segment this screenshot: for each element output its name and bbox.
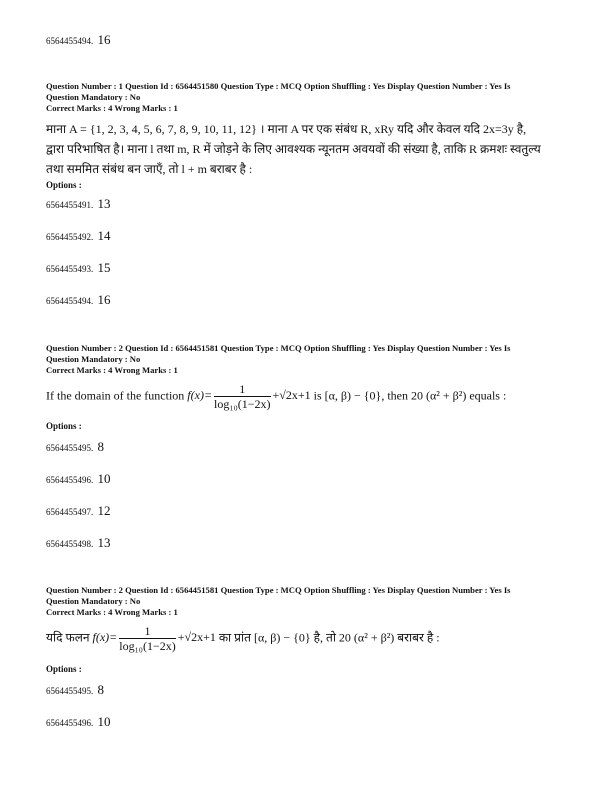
option-value: 10 [97,714,111,729]
question-text-prefix: If the domain of the function [46,388,185,403]
option-item[interactable] [46,471,111,487]
option-item [46,32,111,48]
question-meta-line: Question Number : 2 Question Id : 6564451581 Question Type : MCQ Option Shuffling : Yes Display Question Number : Yes Is [46,585,511,595]
option-value: 13 [97,196,111,211]
option-item[interactable] [46,260,111,276]
question-meta-line: Question Mandatory : No [46,92,141,102]
formula-lhs: f(x)= [92,630,118,645]
option-id: 6564455496. [46,475,94,485]
question-meta [46,81,511,114]
option-value: 16 [97,32,111,47]
math-formula [187,382,313,411]
option-value: 16 [97,292,111,307]
option-value: 8 [97,439,104,454]
option-value: 10 [97,471,111,486]
formula-root: +√2x+1 [272,388,311,403]
marks-line: Correct Marks : 4 Wrong Marks : 1 [46,103,178,113]
question-text [46,624,440,653]
question-text [46,119,541,179]
option-value: 13 [97,535,111,550]
option-item[interactable] [46,535,111,551]
fraction-denominator: log₁₀(1−2x) [214,397,271,411]
question-meta-line: Question Number : 1 Question Id : 6564451580 Question Type : MCQ Option Shuffling : Yes Display Question Number : Yes Is [46,81,511,91]
question-text-line: द्वारा परिभाषित है। माना l तथा m, R में जोड़ने के लिए आवश्यक न्यूनतम अवयवों की संख्या है, ताकि R क्रमशः स्वतुल्य [46,142,541,156]
options-label: Options : [46,421,82,431]
option-item[interactable] [46,228,111,244]
option-id: 6564455491. [46,200,94,210]
fraction-numerator: 1 [214,382,270,397]
options-label: Options : [46,180,82,190]
option-id: 6564455493. [46,264,94,274]
question-meta-line: Question Mandatory : No [46,354,141,364]
option-value: 14 [97,228,111,243]
option-id: 6564455496. [46,718,94,728]
fraction [119,624,175,653]
option-item[interactable] [46,714,111,730]
option-value: 8 [97,682,104,697]
option-item[interactable] [46,682,104,698]
option-value: 12 [97,503,111,518]
formula-lhs: f(x)= [187,388,213,403]
options-label: Options : [46,664,82,674]
question-meta [46,343,511,376]
option-item[interactable] [46,196,111,212]
option-id: 6564455495. [46,443,94,453]
option-id: 6564455492. [46,232,94,242]
question-meta [46,585,511,618]
question-text-suffix: is [α, β) − {0}, then 20 (α² + β²) equals : [313,388,507,403]
marks-line: Correct Marks : 4 Wrong Marks : 1 [46,607,178,617]
math-formula [92,624,219,653]
fraction-denominator: log₁₀(1−2x) [119,639,176,653]
question-meta-line: Question Number : 2 Question Id : 6564451581 Question Type : MCQ Option Shuffling : Yes Display Question Number : Yes Is [46,343,511,353]
formula-root: +√2x+1 [177,630,216,645]
option-value: 15 [97,260,111,275]
marks-line: Correct Marks : 4 Wrong Marks : 1 [46,365,178,375]
question-meta-line: Question Mandatory : No [46,596,141,606]
option-id: 6564455494. [46,296,94,306]
question-text-line: तथा सममित संबंध बन जाएँ, तो l + m बराबर है : [46,162,253,176]
question-text-prefix: यदि फलन [46,630,90,645]
option-item[interactable] [46,503,111,519]
option-item[interactable] [46,292,111,308]
question-text-suffix: का प्रांत [α, β) − {0} है, तो 20 (α² + β²) बराबर है : [218,630,440,645]
option-id: 6564455497. [46,507,94,517]
option-id: 6564455498. [46,539,94,549]
option-id: 6564455494. [46,36,94,46]
question-text-line: माना A = {1, 2, 3, 4, 5, 6, 7, 8, 9, 10, 11, 12} । माना A पर एक संबंध R, xRy यदि और केवल यदि 2x=3y है, [46,122,527,136]
question-text [46,382,506,411]
fraction-numerator: 1 [119,624,175,639]
option-id: 6564455495. [46,686,94,696]
option-item[interactable] [46,439,104,455]
fraction [214,382,270,411]
